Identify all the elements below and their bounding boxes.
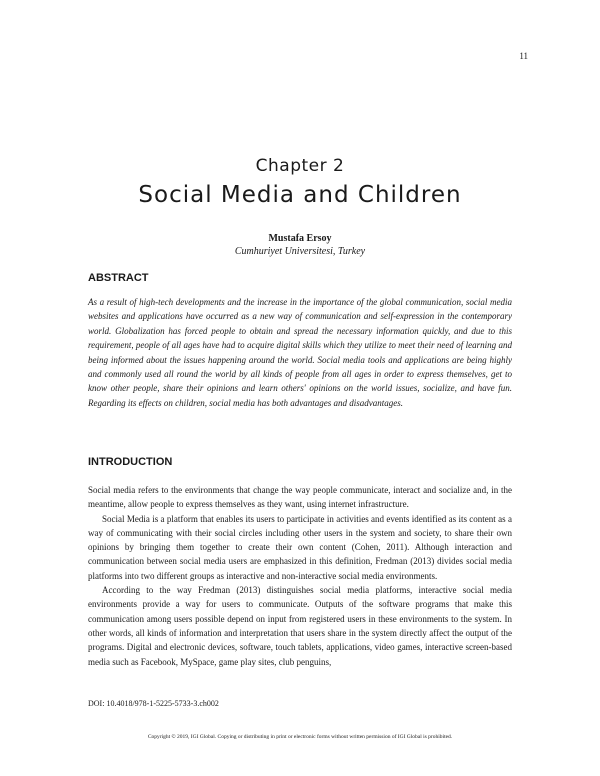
abstract-text: As a result of high-tech developments and the increase in the importance of the global communication, social media websites and applications have occurred as a new way of communication and self-expression in the contemporary world. Globalization has forced people to obtain and spread the necessary information quickly, and due to this requirement, people of all ages have had to acquire digital skills which they utilize to meet their need of learning and being informed about the issues happening around the world. Social media tools and applications are being highly and commonly used all round the world by all kinds of people from all ages in order to express themselves, get to know other people, share their opinions and learn others' opinions on the world issues, socialize, and have fun. Regarding its effects on children, social media has both advantages and disadvantages.: [88, 297, 512, 408]
author-name: Mustafa Ersoy: [268, 233, 332, 244]
page-number: 11: [519, 51, 528, 61]
introduction-heading: INTRODUCTION: [88, 456, 173, 468]
copyright-notice: Copyright © 2019, IGI Global. Copying or distributing in print or electronic forms without written permission of IGI Global is prohibited.: [147, 734, 453, 740]
author-affiliation: Cumhuriyet Universitesi, Turkey: [234, 246, 366, 257]
intro-paragraph-1: Social media refers to the environments that change the way people communicate, interact and socialize and, in the meantime, allow people to express themselves as they want, using internet infrastructure.: [88, 485, 512, 510]
intro-paragraph-2: Social Media is a platform that enables its users to participate in activities and events identified as its content as a way of communicating with their social circles including other users in the system and society, to share their own opinions by bringing them together to create their own content (Cohen, 2011). Although interaction and communication between social media users are emphasized in this definition, Fredman (2013) divides social media platforms into two different groups as interactive and non-interactive social media environments.: [88, 513, 512, 581]
chapter-label: Chapter 2: [255, 156, 345, 176]
abstract-heading: ABSTRACT: [88, 272, 149, 284]
intro-paragraph-3: According to the way Fredman (2013) distinguishes social media platforms, interactive social media environments provide a way for users to communicate. Outputs of the software programs that make this communication among users possible depend on input from registered users in these environments to the system. In other words, all kinds of information and interpretation that users share in the system directly affect the output of the programs. Digital and electronic devices, software, touch tablets, applications, video games, interactive screen-based media such as Facebook, MySpace, game play sites, club penguins,: [88, 585, 512, 667]
doi: DOI: 10.4018/978-1-5225-5733-3.ch002: [88, 699, 219, 708]
introduction-body: [88, 483, 512, 669]
chapter-title: Social Media and Children: [138, 182, 462, 208]
